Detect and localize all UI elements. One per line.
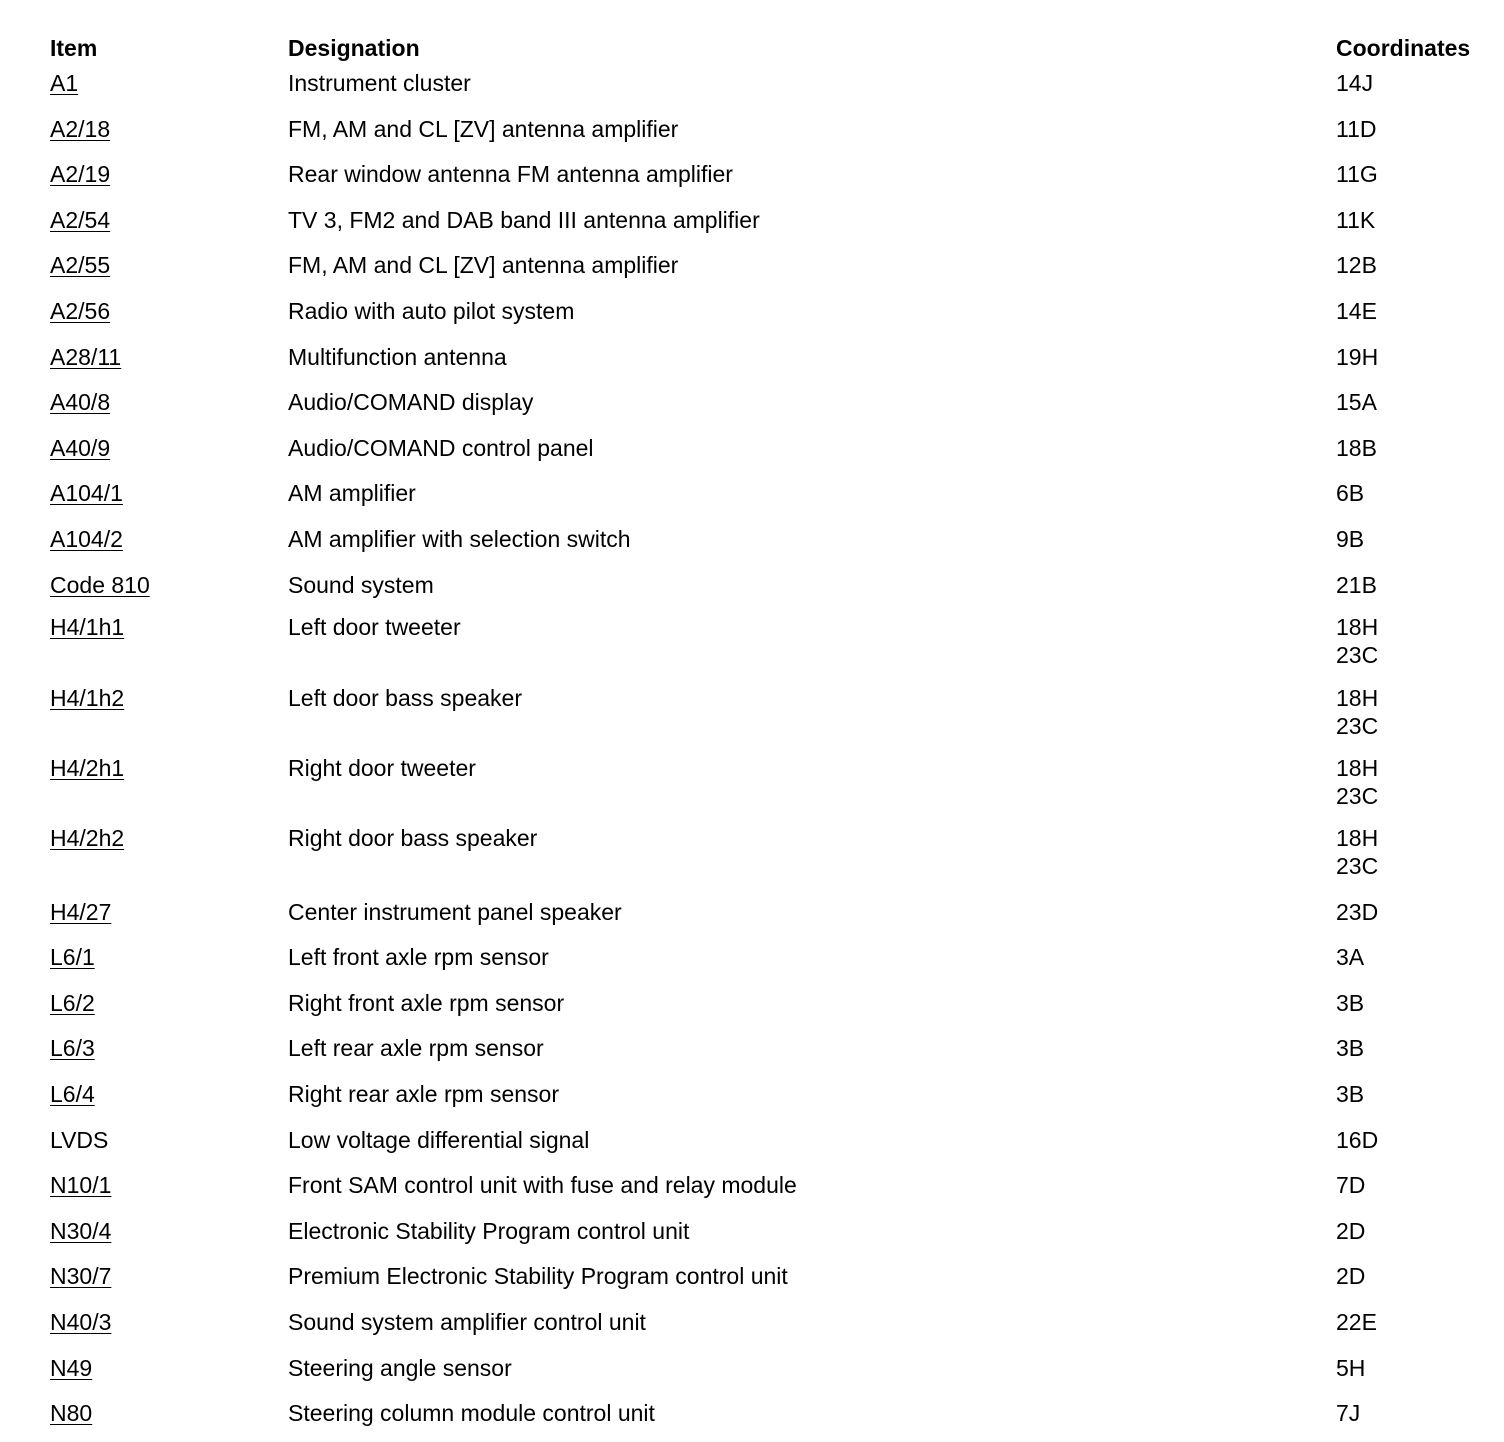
table-row [50, 340, 1490, 386]
coordinate-value: 18B [1336, 434, 1377, 461]
designation-cell: Radio with auto pilot system [288, 297, 575, 324]
coordinate-value: 18H [1336, 684, 1379, 711]
designation-column-header: Designation [288, 35, 420, 61]
designation-cell: Steering column module control unit [288, 1400, 655, 1427]
item-cell [50, 66, 288, 112]
coordinate-value: 2D [1336, 1217, 1366, 1244]
item-link[interactable]: N30/4 [50, 1217, 112, 1244]
table-row [50, 1077, 1490, 1123]
item-cell [50, 940, 288, 986]
coordinates-cell [1336, 1305, 1490, 1351]
item-link[interactable]: L6/1 [50, 944, 95, 971]
item-cell [50, 248, 288, 294]
header-row [50, 30, 1490, 66]
table-row [50, 824, 1490, 894]
coordinate-value: 21B [1336, 571, 1377, 598]
table-row [50, 66, 1490, 112]
coordinates-cell [1336, 613, 1490, 683]
item-cell [50, 1077, 288, 1123]
designation-cell: Rear window antenna FM antenna amplifier [288, 161, 733, 188]
coordinate-value: 16D [1336, 1126, 1379, 1153]
coordinates-cell [1336, 66, 1490, 112]
table-row [50, 754, 1490, 824]
item-link[interactable]: A28/11 [50, 343, 122, 370]
designation-cell: AM amplifier [288, 480, 416, 507]
item-link[interactable]: H4/1h2 [50, 684, 125, 711]
item-link[interactable]: A2/19 [50, 161, 111, 188]
coordinates-cell [1336, 1214, 1490, 1260]
coordinate-value: 14J [1336, 70, 1374, 96]
designation-cell: Right rear axle rpm sensor [288, 1081, 559, 1108]
item-cell [50, 568, 288, 614]
table-row [50, 568, 1490, 614]
coordinates-cell [1336, 248, 1490, 294]
coordinates-cell [1336, 1351, 1490, 1397]
designation-cell: Multifunction antenna [288, 343, 507, 370]
table-row [50, 986, 1490, 1032]
table-row [50, 112, 1490, 158]
coordinates-cell [1336, 1168, 1490, 1214]
item-cell [50, 895, 288, 941]
item-link[interactable]: A2/55 [50, 252, 111, 279]
item-link[interactable]: L6/3 [50, 1035, 95, 1062]
item-cell [50, 684, 288, 754]
coordinates-cell [1336, 895, 1490, 941]
item-cell [50, 754, 288, 824]
table-row [50, 476, 1490, 522]
item-link[interactable]: A1 [50, 70, 79, 96]
coordinate-value: 22E [1336, 1309, 1377, 1336]
coordinate-value: 7J [1336, 1400, 1361, 1427]
table-row [50, 1305, 1490, 1351]
coordinates-cell [1336, 157, 1490, 203]
table-row [50, 248, 1490, 294]
item-link[interactable]: L6/4 [50, 1081, 95, 1108]
table-row [50, 431, 1490, 477]
component-legend-table [50, 30, 1490, 1442]
table-row [50, 157, 1490, 203]
coordinate-value: 18H [1336, 825, 1379, 852]
coordinate-value: 2D [1336, 1263, 1366, 1290]
coordinate-value: 23C [1336, 782, 1379, 809]
coordinate-value: 15A [1336, 389, 1377, 416]
item-link[interactable]: N40/3 [50, 1309, 112, 1336]
designation-cell: Left door tweeter [288, 614, 461, 641]
item-cell [50, 385, 288, 431]
coordinate-value: 6B [1336, 480, 1365, 507]
designation-cell: FM, AM and CL [ZV] antenna amplifier [288, 252, 679, 279]
coordinates-cell [1336, 476, 1490, 522]
table-row [50, 1351, 1490, 1397]
coordinate-value: 7D [1336, 1172, 1366, 1199]
designation-cell: Left front axle rpm sensor [288, 944, 549, 971]
item-cell [50, 1214, 288, 1260]
item-link[interactable]: N10/1 [50, 1172, 112, 1199]
coordinates-cell [1336, 1396, 1490, 1442]
item-link[interactable]: N80 [50, 1400, 93, 1427]
designation-cell: Premium Electronic Stability Program control unit [288, 1263, 788, 1290]
item-cell [50, 476, 288, 522]
item-link[interactable]: A104/1 [50, 480, 123, 507]
item-link[interactable]: A104/2 [50, 525, 123, 552]
designation-cell: Instrument cluster [288, 70, 471, 96]
item-cell [50, 203, 288, 249]
item-link[interactable]: L6/2 [50, 989, 95, 1016]
coordinates-cell [1336, 986, 1490, 1032]
table-row [50, 203, 1490, 249]
item-link[interactable]: A2/56 [50, 297, 111, 324]
table-row [50, 1396, 1490, 1442]
table-row [50, 895, 1490, 941]
item-cell [50, 522, 288, 568]
coordinate-value: 12B [1336, 252, 1377, 279]
table-row [50, 294, 1490, 340]
item-cell [50, 1259, 288, 1305]
item-cell [50, 112, 288, 158]
coordinates-cell [1336, 1031, 1490, 1077]
coordinate-value: 3B [1336, 1081, 1365, 1108]
coordinate-value: 19H [1336, 343, 1379, 370]
coordinates-cell [1336, 568, 1490, 614]
designation-cell: Front SAM control unit with fuse and relay module [288, 1172, 797, 1199]
coordinates-cell [1336, 940, 1490, 986]
designation-cell: Electronic Stability Program control unit [288, 1217, 690, 1244]
item-cell [50, 294, 288, 340]
table-row [50, 1031, 1490, 1077]
table-row [50, 1123, 1490, 1169]
coordinate-value: 18H [1336, 614, 1379, 641]
table-row [50, 522, 1490, 568]
item-link[interactable]: A40/9 [50, 434, 111, 461]
coordinate-value: 11D [1336, 115, 1377, 142]
designation-cell: Right front axle rpm sensor [288, 989, 565, 1016]
designation-cell: Center instrument panel speaker [288, 898, 622, 925]
designation-cell: Left rear axle rpm sensor [288, 1035, 544, 1062]
item-cell [50, 1305, 288, 1351]
coordinates-cell [1336, 1123, 1490, 1169]
item-link[interactable]: A2/18 [50, 115, 111, 142]
item-link[interactable]: H4/27 [50, 898, 112, 925]
item-cell [50, 1123, 288, 1169]
table-row [50, 940, 1490, 986]
item-cell [50, 431, 288, 477]
coordinates-cell [1336, 431, 1490, 477]
designation-cell: Right door bass speaker [288, 825, 538, 852]
coordinate-value: 3B [1336, 1035, 1365, 1062]
table-row [50, 1168, 1490, 1214]
coordinates-cell [1336, 385, 1490, 431]
legend-body [50, 66, 1490, 1442]
table-row [50, 385, 1490, 431]
item-cell [50, 157, 288, 203]
item-cell [50, 340, 288, 386]
item-link[interactable]: N30/7 [50, 1263, 112, 1290]
designation-cell: FM, AM and CL [ZV] antenna amplifier [288, 115, 679, 142]
table-row [50, 684, 1490, 754]
item-cell [50, 1351, 288, 1397]
coordinate-value: 18H [1336, 754, 1379, 781]
coordinate-value: 5H [1336, 1354, 1366, 1381]
designation-cell: Sound system [288, 571, 434, 598]
coordinates-cell [1336, 203, 1490, 249]
item-link[interactable]: H4/2h2 [50, 825, 125, 852]
coordinate-value: 9B [1336, 525, 1365, 552]
coordinate-value: 3A [1336, 944, 1365, 971]
designation-cell: Right door tweeter [288, 754, 476, 781]
designation-cell: Audio/COMAND control panel [288, 434, 594, 461]
item-link[interactable]: A2/54 [50, 206, 111, 233]
table-row [50, 613, 1490, 683]
item-label: LVDS [50, 1126, 109, 1153]
coordinate-value: 23C [1336, 853, 1379, 880]
coordinate-value: 3B [1336, 989, 1365, 1016]
item-cell [50, 1396, 288, 1442]
item-link[interactable]: H4/2h1 [50, 754, 125, 781]
table-row [50, 1214, 1490, 1260]
coordinate-value: 11G [1336, 161, 1378, 188]
coordinate-value: 23C [1336, 712, 1379, 739]
item-cell [50, 986, 288, 1032]
designation-cell: TV 3, FM2 and DAB band III antenna amplifier [288, 206, 760, 233]
coordinates-cell [1336, 684, 1490, 754]
item-link[interactable]: H4/1h1 [50, 614, 125, 641]
item-cell [50, 613, 288, 683]
coordinates-cell [1336, 294, 1490, 340]
item-cell [50, 1031, 288, 1077]
coordinates-cell [1336, 824, 1490, 894]
item-link[interactable]: N49 [50, 1354, 93, 1381]
coordinates-cell [1336, 112, 1490, 158]
designation-cell: Sound system amplifier control unit [288, 1309, 646, 1336]
coordinates-cell [1336, 1259, 1490, 1305]
item-link[interactable]: Code 810 [50, 571, 150, 598]
item-column-header: Item [50, 35, 98, 61]
designation-cell: Steering angle sensor [288, 1354, 512, 1381]
coordinate-value: 11K [1336, 206, 1376, 233]
coordinate-value: 23C [1336, 642, 1379, 669]
designation-cell: AM amplifier with selection switch [288, 525, 631, 552]
item-cell [50, 824, 288, 894]
coordinates-column-header: Coordinates [1336, 35, 1471, 61]
table-row [50, 1259, 1490, 1305]
coordinates-cell [1336, 1077, 1490, 1123]
coordinates-cell [1336, 522, 1490, 568]
item-cell [50, 1168, 288, 1214]
coordinates-cell [1336, 340, 1490, 386]
designation-cell: Left door bass speaker [288, 684, 522, 711]
designation-cell: Audio/COMAND display [288, 389, 534, 416]
coordinate-value: 23D [1336, 898, 1379, 925]
coordinates-cell [1336, 754, 1490, 824]
item-link[interactable]: A40/8 [50, 389, 111, 416]
coordinate-value: 14E [1336, 297, 1377, 324]
designation-cell: Low voltage differential signal [288, 1126, 590, 1153]
